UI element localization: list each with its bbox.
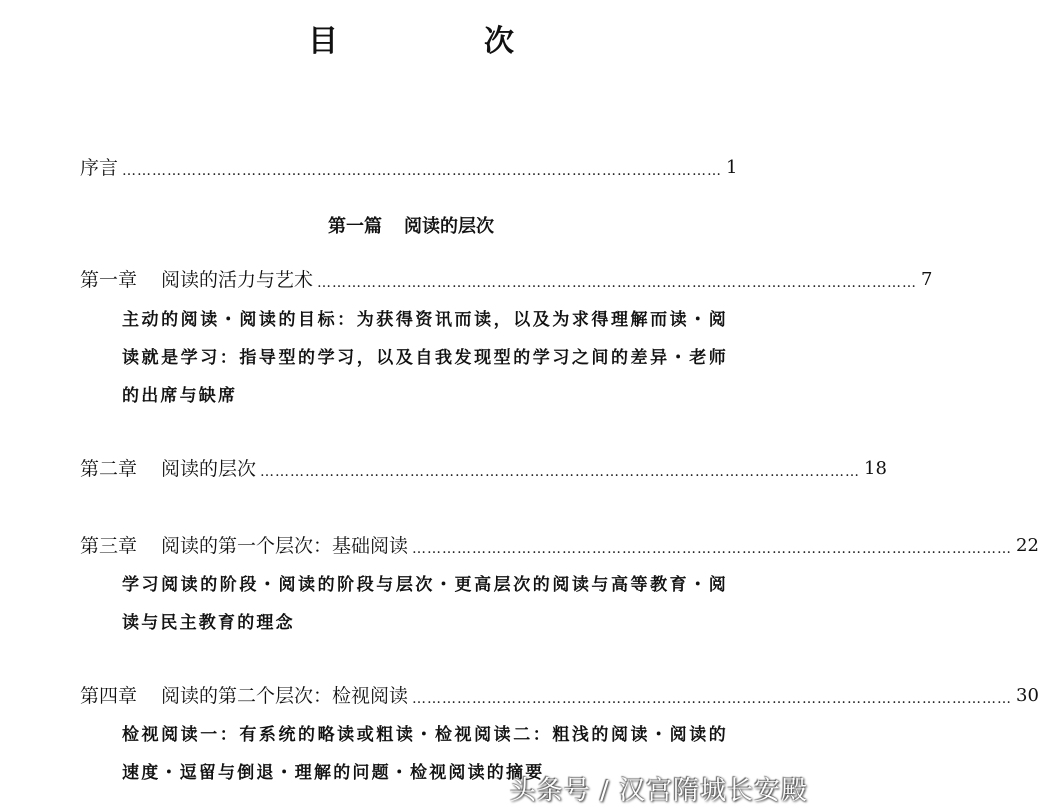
chapter-3-description: 学习阅读的阶段・阅读的阶段与层次・更高层次的阅读与高等教育・阅读与民主教育的理念 xyxy=(122,575,728,633)
leader-dots: ………………………………………………………………………………………………………… xyxy=(122,163,723,179)
chapter-number: 第一章 xyxy=(80,269,138,291)
chapter-page-number: 30 xyxy=(1016,685,1039,706)
chapter-number: 第三章 xyxy=(80,535,138,557)
toc-entry-chapter-4 xyxy=(80,682,1039,710)
chapter-page-number: 7 xyxy=(921,269,933,290)
chapter-title: 阅读的层次 xyxy=(161,458,257,480)
preface-page-number: 1 xyxy=(726,157,738,178)
leader-dots: ………………………………………………………………………………………………………… xyxy=(412,691,1013,707)
watermark: 头条号 / 汉宫隋城长安殿 xyxy=(509,776,808,806)
leader-dots: ………………………………………………………………………………………………………… xyxy=(412,541,1013,557)
part-number: 第一篇 xyxy=(328,216,382,237)
chapter-page-number: 22 xyxy=(1016,535,1039,556)
chapter-4-description: 检视阅读一：有系统的略读或粗读・检视阅读二：粗浅的阅读・阅读的速度・逗留与倒退・理解的问题・检视阅读的摘要 xyxy=(122,725,728,783)
toc-entry-preface xyxy=(80,154,738,182)
leader-dots: ………………………………………………………………………………………………………… xyxy=(317,275,918,291)
chapter-title: 阅读的第二个层次：检视阅读 xyxy=(161,685,409,707)
chapter-page-number: 18 xyxy=(864,458,887,479)
toc-entry-chapter-3 xyxy=(80,532,1039,560)
chapter-number: 第二章 xyxy=(80,458,138,480)
chapter-title: 阅读的第一个层次：基础阅读 xyxy=(161,535,409,557)
part-title: 阅读的层次 xyxy=(404,216,494,237)
part-heading xyxy=(0,212,822,238)
chapter-number: 第四章 xyxy=(80,685,138,707)
leader-dots: ………………………………………………………………………………………………………… xyxy=(260,464,861,480)
page-title: 目 次 xyxy=(308,24,572,59)
toc-entry-chapter-2 xyxy=(80,455,887,483)
preface-label: 序言 xyxy=(80,157,119,179)
toc-entry-chapter-1 xyxy=(80,266,933,294)
chapter-title: 阅读的活力与艺术 xyxy=(161,269,314,291)
chapter-1-description: 主动的阅读・阅读的目标：为获得资讯而读，以及为求得理解而读・阅读就是学习：指导型的学习，以及自我发现型的学习之间的差异・老师的出席与缺席 xyxy=(122,310,728,406)
